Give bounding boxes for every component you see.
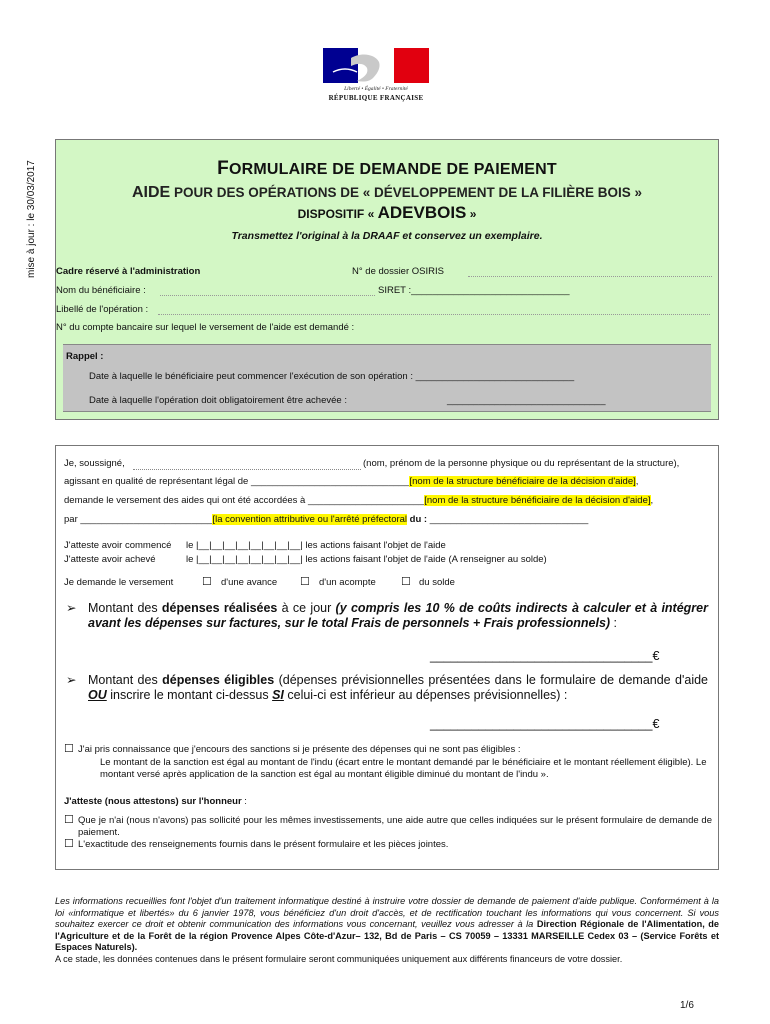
dispositif-title: DISPOSITIF « ADEVBOIS »	[297, 203, 477, 222]
privacy-notice: Les informations recueillies font l'objet d'un traitement informatique destiné à instruire votre dossier de demande de paiement d'aide publique. Conformément à la loi «informatique et libertés» du 6 janvier 1978, vous bénéficiez d'un droit d'accès, et de rectification touchant les informations qui vous concernent. Si vous souhaitez exercer ce droit et obtenir communication des informations vous concernant, veuillez vous adresser à la Direction Régionale de l'Alimentation, de l'Agriculture et de la Forêt de la région Provence Alpes Côte-d'Azur– 132, Bd de Paris – CS 70059 – 13331 MARSEILLE Cedex 03 – (Service Forêts et Espaces Naturels). A ce stade, les données contenues dans le présent formulaire seront communiquées uniquement aux différents financeurs de votre dossier.	[55, 896, 720, 964]
form-title: FORMULAIRE DE DEMANDE DE PAIEMENT	[217, 158, 557, 179]
commence-date-field[interactable]: le |__|__|__|__|__|__|__|__| les actions faisant l'objet de l'aide	[186, 540, 446, 551]
compte-label: N° du compte bancaire sur lequel le versement de l'aide est demandé :	[56, 322, 355, 333]
form-subtitle: AIDE POUR DES OPÉRATIONS DE « DÉVELOPPEMENT DE LA FILIÈRE BOIS »	[131, 184, 643, 201]
par-line: par _________________________[la convention attributive ou l'arrêté préfectoral du : ______________________________	[64, 514, 589, 525]
sanction-detail: Le montant de la sanction est égal au montant de l'indu (écart entre le montant demandé par le bénéficiaire et le montant réellement éligible). Le montant versé après application de la sanction est égal au montant éligible diminué du montant de l'indu ».	[100, 757, 707, 780]
update-date-note: mise à jour : le 30/03/2017	[26, 160, 37, 278]
sanction-text: J'ai pris connaissance que j'encours des sanctions si je présente des dépenses qui ne sont pas éligibles :	[78, 744, 521, 755]
rappel-end-field[interactable]: ______________________________	[447, 395, 606, 406]
rappel-end-label: Date à laquelle l'opération doit obligatoirement être achevée :	[89, 395, 347, 406]
rappel-start-date: Date à laquelle le bénéficiaire peut commencer l'exécution de son opération : ______________________________	[89, 371, 575, 382]
option-acompte: d'un acompte	[319, 577, 376, 588]
arrow-bullet-icon: ➢	[66, 673, 77, 687]
qualite-line: agissant en qualité de représentant légal de ______________________________[nom de la structure bénéficiaire de la décision d'aide],	[64, 476, 639, 487]
page-number: 1/6	[680, 1000, 694, 1011]
atteste-item-1: Que je n'ai (nous n'avons) pas sollicité pour les mêmes investissements, une aide autre que celles indiquées sur le présent formulaire de demande de paiement.	[78, 815, 712, 838]
option-solde: du solde	[419, 577, 455, 588]
soussigne-label: Je, soussigné,	[64, 458, 125, 469]
atteste-title: J'atteste (nous attestons) sur l'honneur :	[64, 796, 247, 807]
instruction-text: Transmettez l'original à la DRAAF et conservez un exemplaire.	[231, 230, 543, 242]
rappel-box	[63, 344, 711, 412]
checkbox-icon[interactable]: ☐	[64, 743, 74, 755]
libelle-field[interactable]	[158, 304, 710, 315]
admin-reserved-label: Cadre réservé à l'administration	[56, 266, 201, 277]
versement-line: demande le versement des aides qui ont été accordées à ______________________[nom de la structure bénéficiaire de la décision d'aide],	[64, 495, 654, 506]
soussigne-hint: (nom, prénom de la personne physique ou du représentant de la structure),	[363, 458, 680, 469]
acheve-date-field[interactable]: le |__|__|__|__|__|__|__|__| les actions faisant l'objet de l'aide (A renseigner au solde)	[186, 554, 547, 565]
depenses-realisees-field[interactable]: ________________________________€	[430, 649, 660, 663]
checkbox-icon[interactable]: ☐	[202, 576, 212, 588]
depenses-eligibles-field[interactable]: ________________________________€	[430, 717, 660, 731]
republic-motto: Liberté • Égalité • Fraternité	[344, 86, 408, 92]
marianne-logo	[323, 48, 429, 83]
osiris-field[interactable]	[468, 266, 712, 277]
republic-name: RÉPUBLIQUE FRANÇAISE	[328, 94, 424, 102]
atteste-item-2: L'exactitude des renseignements fournis dans le présent formulaire et les pièces jointes.	[78, 839, 449, 850]
acheve-label: J'atteste avoir achevé	[64, 554, 156, 565]
beneficiaire-label: Nom du bénéficiaire :	[56, 285, 146, 296]
checkbox-icon[interactable]: ☐	[64, 838, 74, 850]
checkbox-icon[interactable]: ☐	[64, 814, 74, 826]
soussigne-field[interactable]	[133, 458, 361, 470]
demande-label: Je demande le versement	[64, 577, 174, 588]
commence-label: J'atteste avoir commencé	[64, 540, 172, 551]
arrow-bullet-icon: ➢	[66, 601, 77, 615]
siret-field[interactable]: SIRET :______________________________	[378, 285, 570, 296]
rappel-title: Rappel :	[66, 351, 104, 362]
depenses-eligibles-text: Montant des dépenses éligibles (dépenses prévisionnelles présentées dans le formulaire de demande d'aide OU inscrire le montant ci-dessus SI celui-ci est inférieur au dépenses prévisionnelles) :	[88, 673, 708, 702]
option-avance: d'une avance	[221, 577, 278, 588]
checkbox-icon[interactable]: ☐	[300, 576, 310, 588]
beneficiaire-field[interactable]	[160, 285, 375, 296]
osiris-label: N° de dossier OSIRIS	[352, 266, 444, 277]
depenses-realisees-text: Montant des dépenses réalisées à ce jour (y compris les 10 % de coûts indirects à calculer et à intégrer avant les dépenses sur factures, sur le total Frais de personnels + Frais professionnels) :	[88, 601, 708, 630]
checkbox-icon[interactable]: ☐	[401, 576, 411, 588]
libelle-label: Libellé de l'opération :	[56, 304, 149, 315]
